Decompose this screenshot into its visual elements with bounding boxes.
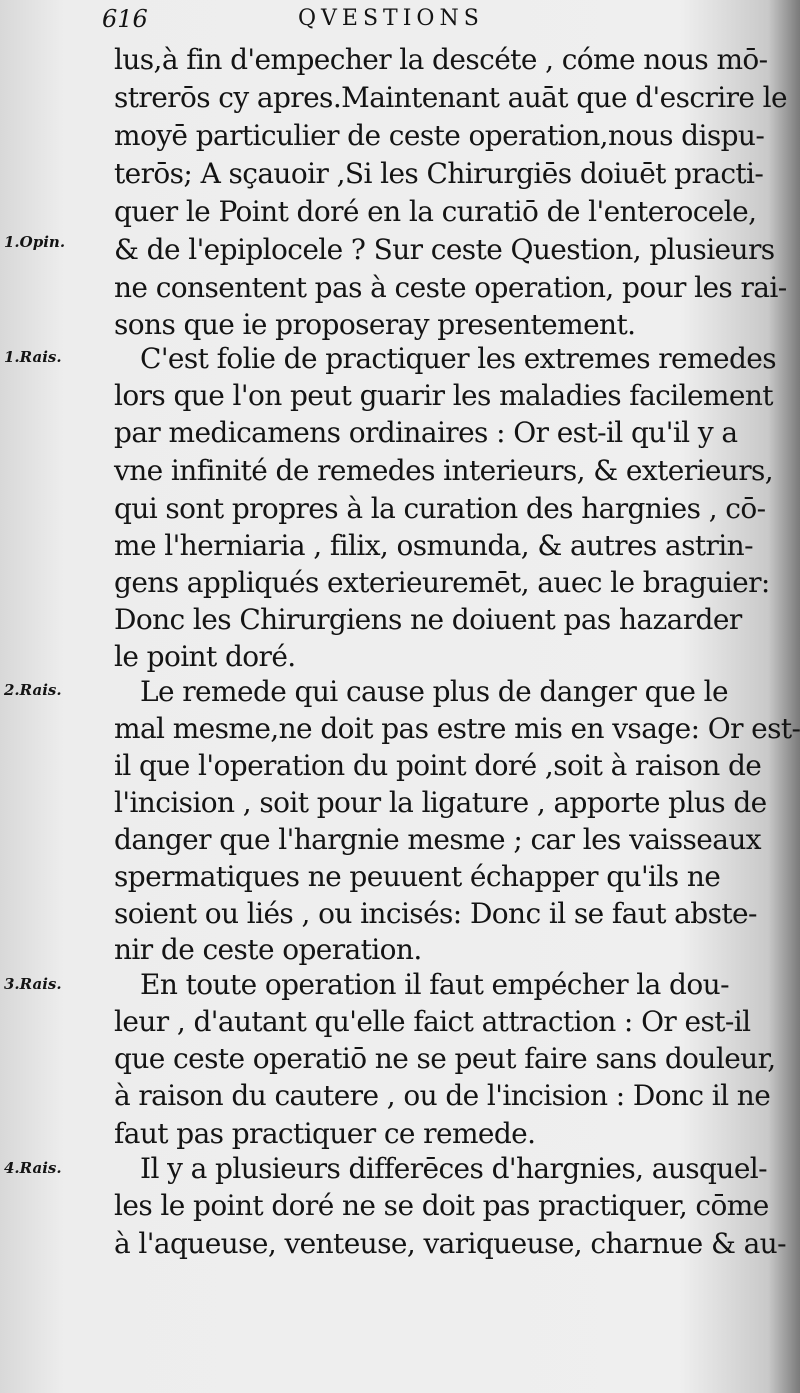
text-line: soient ou liés , ou incisés: Donc il se faut abste-: [114, 897, 757, 930]
text-line: lus,à fin d'empecher la descéte , cóme nous mō-: [114, 43, 768, 76]
page-header: [0, 2, 800, 36]
text-line: Le remede qui cause plus de danger que le: [140, 675, 728, 708]
text-line: moyē particulier de ceste operation,nous dispu-: [114, 119, 765, 152]
running-head: QVESTIONS: [298, 6, 484, 31]
text-line: Donc les Chirurgiens ne doiuent pas hazarder: [114, 603, 742, 636]
text-line: faut pas practiquer ce remede.: [114, 1117, 536, 1150]
text-line: nir de ceste operation.: [114, 933, 422, 966]
text-line: ne consentent pas à ceste operation, pour les rai-: [114, 271, 787, 304]
text-line: spermatiques ne peuuent échapper qu'ils ne: [114, 860, 721, 893]
margin-note: 2.Rais.: [4, 681, 62, 699]
text-line: vne infinité de remedes interieurs, & exterieurs,: [114, 454, 774, 487]
text-line: gens appliqués exterieuremēt, auec le braguier:: [114, 566, 770, 599]
text-line: les le point doré ne se doit pas practiquer, cōme: [114, 1189, 769, 1222]
page-number: 616: [102, 5, 148, 33]
text-line: le point doré.: [114, 640, 296, 673]
text-line: à l'aqueuse, venteuse, variqueuse, charnue & au-: [114, 1227, 786, 1260]
text-line: par medicamens ordinaires : Or est-il qu'il y a: [114, 416, 738, 449]
text-line: strerōs cy apres.Maintenant auāt que d'escrire le: [114, 81, 787, 114]
margin-note: 3.Rais.: [4, 975, 62, 993]
text-line: mal mesme,ne doit pas estre mis en vsage: Or est-: [114, 712, 800, 745]
text-line: En toute operation il faut empécher la dou-: [140, 968, 729, 1001]
text-line: qui sont propres à la curation des hargnies , cō-: [114, 492, 766, 525]
text-line: quer le Point doré en la curatiō de l'enterocele,: [114, 195, 757, 228]
text-line: à raison du cautere , ou de l'incision : Donc il ne: [114, 1079, 771, 1112]
margin-note: 1.Rais.: [4, 348, 62, 366]
text-line: sons que ie proposeray presentement.: [114, 308, 636, 341]
text-line: Il y a plusieurs differēces d'hargnies, ausquel-: [140, 1152, 767, 1185]
text-line: danger que l'hargnie mesme ; car les vaisseaux: [114, 823, 761, 856]
text-line: & de l'epiplocele ? Sur ceste Question, plusieurs: [114, 233, 775, 266]
text-line: que ceste operatiō ne se peut faire sans douleur,: [114, 1042, 776, 1075]
text-line: me l'herniaria , filix, osmunda, & autres astrin-: [114, 529, 753, 562]
text-line: terōs; A sçauoir ,Si les Chirurgiēs doiuēt practi-: [114, 157, 764, 190]
text-line: l'incision , soit pour la ligature , apporte plus de: [114, 786, 767, 819]
text-line: C'est folie de practiquer les extremes remedes: [140, 342, 777, 375]
margin-note: 1.Opin.: [4, 233, 66, 251]
text-line: il que l'operation du point doré ,soit à raison de: [114, 749, 762, 782]
margin-note: 4.Rais.: [4, 1159, 62, 1177]
text-line: lors que l'on peut guarir les maladies facilement: [114, 379, 773, 412]
text-line: leur , d'autant qu'elle faict attraction : Or est-il: [114, 1005, 751, 1038]
